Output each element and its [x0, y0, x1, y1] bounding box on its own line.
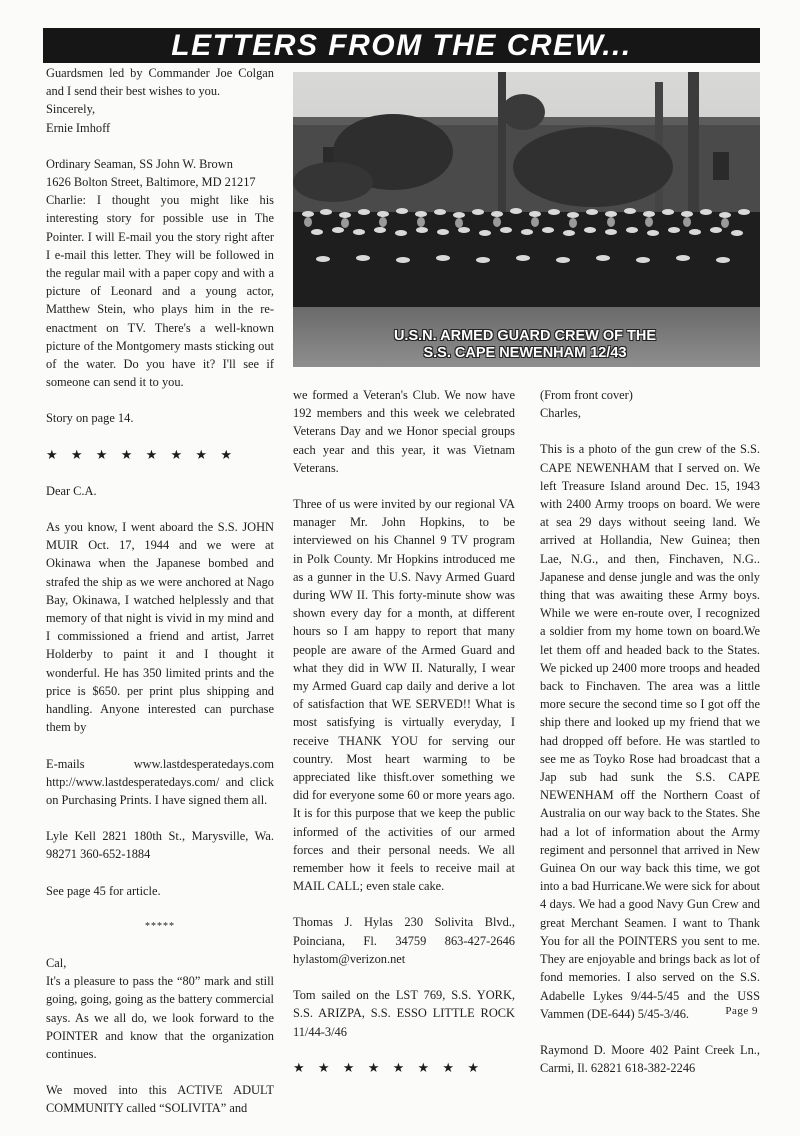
page-number: Page 9: [725, 1005, 758, 1017]
letter-imhoff-signature: Ernie Imhoff: [46, 120, 111, 135]
star-divider: ★ ★ ★ ★ ★ ★ ★ ★: [46, 446, 232, 462]
letter-kell-body: As you know, I went aboard the S.S. JOHN MUIR Oct. 17, 1944 and we were at Okinawa when the Japanese bombed and strafed the ship as we were anchored at Nago Bay, Okinawa, I watched helplessly and that memory of that night is vivid in my mind and I commissioned a friend and artist, Jarret Holderby to paint it and I thought it wonderful. He has 350 limited prints and the price is $650. per print plus shipping and handling. Anyone interested can purchase them by: [46, 520, 274, 735]
letter-kell-address: Lyle Kell 2821 180th St., Marysville, Wa. 98271 360-652-1884: [46, 829, 274, 862]
letter-moore-salutation: Charles,: [540, 406, 581, 421]
letter-imhoff-sincerely: Sincerely,: [46, 102, 96, 117]
photo-caption-line-1: U.S.N. ARMED GUARD CREW OF THE: [393, 328, 657, 344]
letter-brown-body: Charlie: I thought you might like his interesting story for possible use in The Pointer. I will E-mail you the story right after I e-mail this letter. They will be followed in the regular mail with a paper copy and with a picture of Leonard and a young actor, Matthew Stein, who plays him in the re-enactment on TV. There's a well-known picture of the Montgomery masts sticking out of the water. Do you have it? I'll see if someone can send it to you.: [46, 193, 274, 390]
letter-hylas-body-cont: We moved into this ACTIVE ADULT COMMUNITY called “SOLIVITA” and: [46, 1083, 274, 1116]
letter-moore-body: This is a photo of the gun crew of the S.S. CAPE NEWENHAM that I served on. We left Treasure Island around Dec. 15, 1943 with 2400 Army troops on board. We were at sea 29 days without seeing land. We arrived at Hollandia, New Guinea; then Lae, N.G., and then, Finchaven, N.G.. Japanese and dense jungle and was the only thing that was awaiting these Army boys. While we were en-route over, I recognized a soldier from my home town on board.We let them off and headed back to the States. We picked up 2400 more troops and headed back to Finchaven. The area was a little more secure the second time so I got off the ship there and looked up my friend that we had dropped off before. He was startled to see me as Toyko Rose had broadcast that a Jap sub had sunk the S.S. CAPE NEWENHAM off the Northern Coast of Australia on our way back to the States. She had a lot of information about the Army regiment and personnel that arrived in New Guinea On our way back this time, we got into a bad Hurricane.We were sick for about 4 days. We had a good Navy Gun Crew and great Merchant Seamen. I want to Thank You for all the POINTERS you sent to me. They are enjoyable and brings back as lot of fond memories. I also served on the S.S. Adabelle Lykes 9/44-5/45 and the USS Vammen (DE-644) 5/45-3/46.: [540, 442, 760, 1021]
letter-hylas-club: we formed a Veteran's Club. We now have 192 members and this week we celebrated Veterans Day and we Honor special groups each year and this year, it was Vietnam Veterans.: [293, 388, 515, 475]
letter-imhoff-closing: Guardsmen led by Commander Joe Colgan and I send their best wishes to you.: [46, 66, 274, 99]
crew-photo-image: [293, 72, 760, 367]
story-reference: Story on page 14.: [46, 411, 134, 426]
letter-hylas-address: Thomas J. Hylas 230 Solivita Blvd., Poinciana, Fl. 34759 863-427-2646 hylastom@verizon.net: [293, 915, 515, 966]
column-middle: [293, 386, 515, 1095]
letter-kell-salutation: Dear C.A.: [46, 483, 97, 498]
letter-moore-source: (From front cover): [540, 388, 633, 402]
letter-hylas-body: It's a pleasure to pass the “80” mark and still going, going, going as the battery commercial says. As we all do, we look forward to the POINTER and know that the organization continues.: [46, 974, 274, 1061]
letter-kell-emails: E-mails www.lastdesperatedays.com http://www.lastdesperatedays.com/ and click on Purchasing Prints. I have signed them all.: [46, 756, 274, 807]
column-right: [540, 386, 760, 1095]
photo-caption: [380, 328, 670, 362]
letter-hylas-ships: Tom sailed on the LST 769, S.S. YORK, S.S. ARIZPA, S.S. ESSO LITTLE ROCK 11/44-3/46: [293, 988, 515, 1039]
letter-brown-address: 1626 Bolton Street, Baltimore, MD 21217: [46, 175, 256, 190]
letter-hylas-salutation: Cal,: [46, 955, 67, 970]
letter-brown-title: Ordinary Seaman, SS John W. Brown: [46, 156, 233, 171]
letter-hylas-tv: Three of us were invited by our regional VA manager Mr. John Hopkins, to be interviewed on his Channel 9 TV program in Polk County. Mr Hopkins introduced me as a gunner in the U.S. Navy Armed Guard during WW II. This forty-minute show was shown every day for a month, at different hours so I am happy to report that many people are aware of the Armed Guard and what they did in WW II. Naturally, I wear my Armed Guard cap daily and derive a lot of satisfaction that WE SERVED!! What is most satisfying is virtually everyday, I receive THANK YOU for serving our country. Most heart warming to be appreciated like thisft.over something we did for everyone some 60 or more years ago. It is for this purpose that we keep the public informed of the activities of our armed forces and their personal needs. We all remember how it feels to receive mail at MAIL CALL; even stale cake.: [293, 497, 515, 894]
column-left: [46, 64, 274, 1136]
article-reference: See page 45 for article.: [46, 883, 161, 898]
asterisk-divider: *****: [145, 920, 175, 932]
page-title: LETTERS FROM THE CREW...: [43, 28, 760, 63]
letter-moore-address: Raymond D. Moore 402 Paint Creek Ln., Carmi, Il. 62821 618-382-2246: [540, 1042, 760, 1076]
crew-photo: [293, 72, 760, 367]
photo-caption-line-2: S.S. CAPE NEWENHAM 12/43: [423, 345, 627, 361]
star-divider: ★ ★ ★ ★ ★ ★ ★ ★: [293, 1059, 479, 1075]
